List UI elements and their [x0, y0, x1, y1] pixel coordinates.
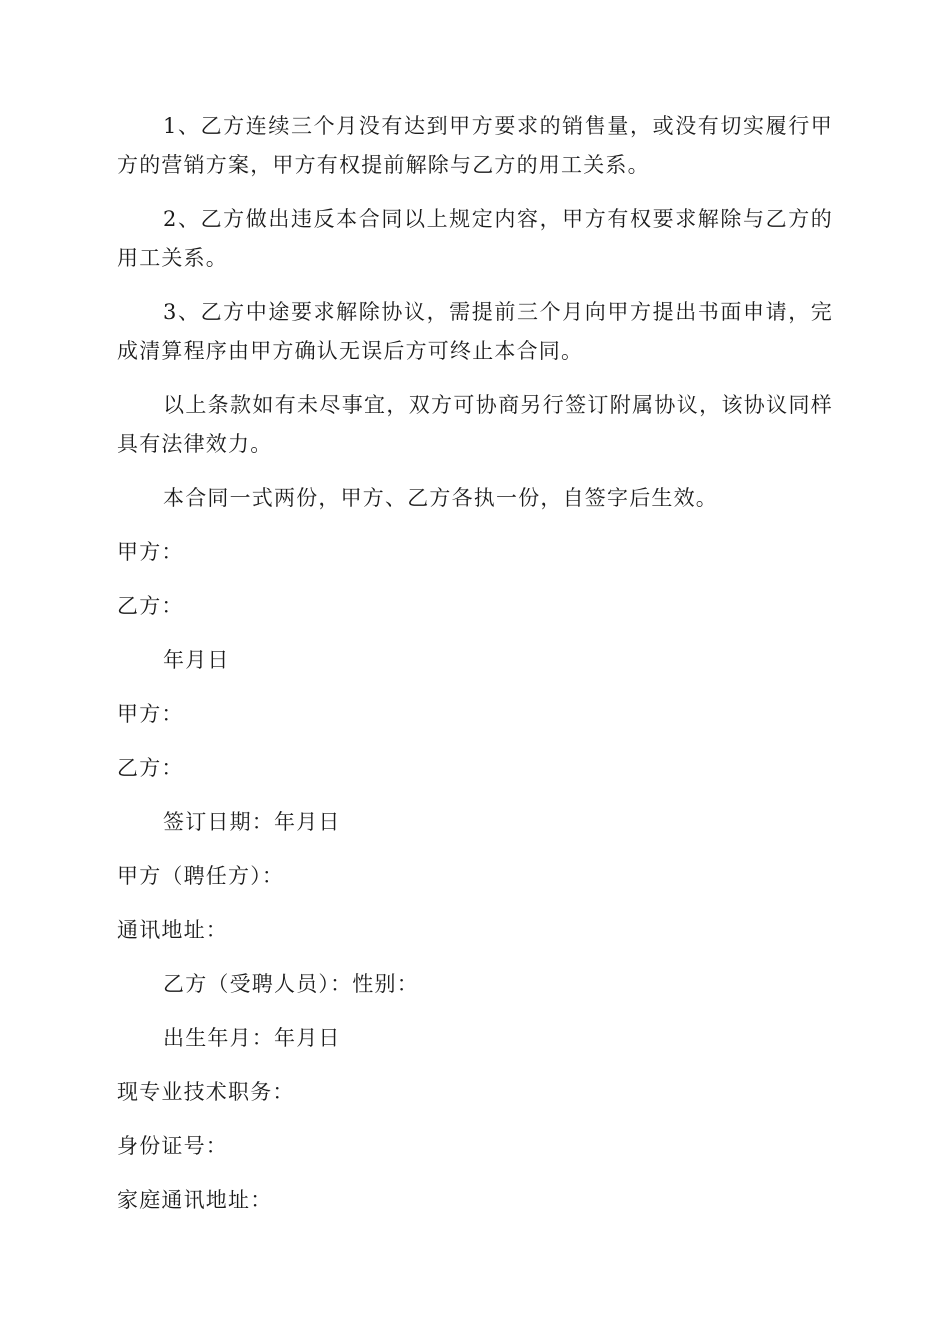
clause-2: 2、乙方做出违反本合同以上规定内容，甲方有权要求解除与乙方的用工关系。: [117, 207, 833, 270]
party-b-label: 乙方：: [117, 594, 184, 618]
employee-gender-line: 乙方（受聘人员）：性别：: [163, 972, 419, 996]
employer-label: 甲方（聘任方）：: [117, 864, 285, 888]
clause-3: 3、乙方中途要求解除协议，需提前三个月向甲方提出书面申请，完成清算程序由甲方确认无误后方可终止本合同。: [117, 300, 833, 363]
birth-date-line: 出生年月：年月日: [163, 1026, 341, 1050]
supplementary-clause: 以上条款如有未尽事宜，双方可协商另行签订附属协议，该协议同样具有法律效力。: [117, 393, 833, 456]
contract-text: [117, 107, 833, 1235]
professional-title-label: 现专业技术职务：: [117, 1080, 295, 1104]
party-a-label: 甲方：: [117, 540, 184, 564]
party-b-label-2: 乙方：: [117, 756, 184, 780]
date-line: 年月日: [163, 648, 230, 672]
id-number-label: 身份证号：: [117, 1134, 228, 1158]
copies-clause: 本合同一式两份，甲方、乙方各执一份，自签字后生效。: [163, 486, 718, 510]
signing-date-line: 签订日期：年月日: [163, 810, 341, 834]
home-address-label: 家庭通讯地址：: [117, 1188, 273, 1212]
address-label: 通讯地址：: [117, 918, 228, 942]
party-a-label-2: 甲方：: [117, 702, 184, 726]
clause-1: 1、乙方连续三个月没有达到甲方要求的销售量，或没有切实履行甲方的营销方案，甲方有权提前解除与乙方的用工关系。: [117, 114, 833, 177]
